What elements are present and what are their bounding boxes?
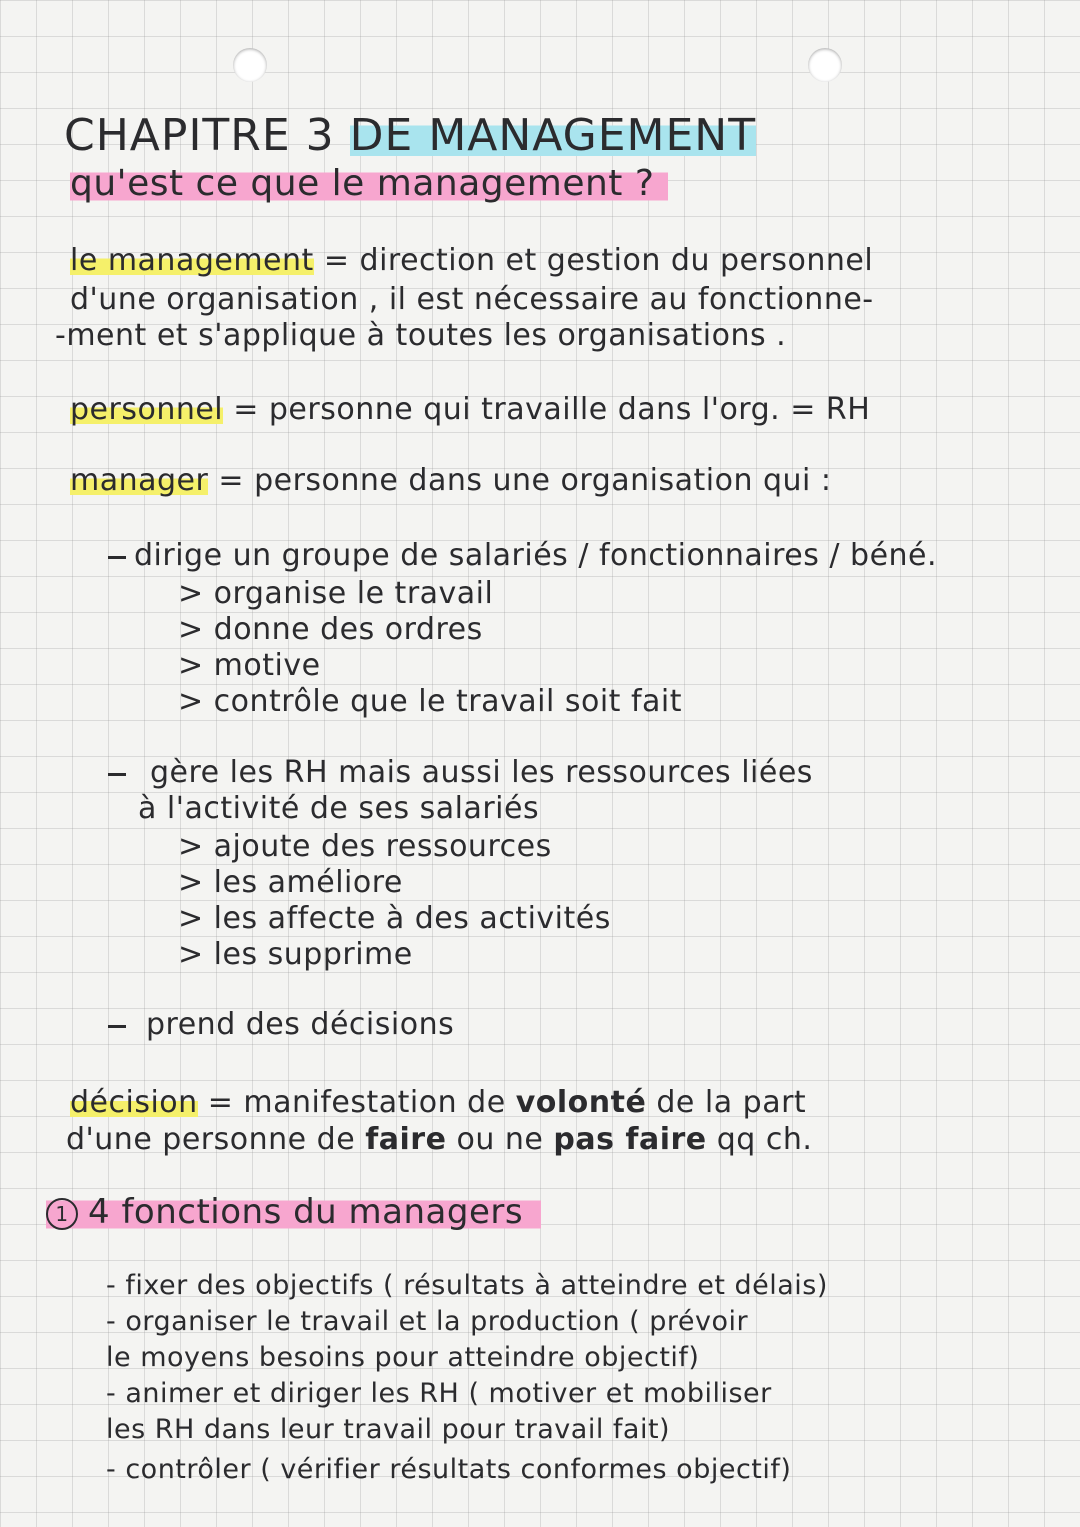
sub-item: > les supprime [178, 937, 413, 972]
function-item-continued: les RH dans leur travail pour travail fait) [106, 1414, 671, 1445]
term-decision: décision [70, 1085, 198, 1120]
definition-management-line3: -ment et s'applique à toutes les organisations . [55, 318, 787, 353]
punch-hole-right [808, 48, 842, 82]
sub-item: > ajoute des ressources [178, 829, 552, 864]
sub-item: > contrôle que le travail soit fait [178, 684, 683, 719]
function-item-continued: le moyens besoins pour atteindre objectif) [106, 1342, 700, 1373]
definition-management-line1: le management = direction et gestion du personnel [70, 243, 874, 278]
chapter-topic: DE MANAGEMENT [349, 110, 757, 161]
section-number: 1 [46, 1198, 78, 1230]
bullet-dash [108, 773, 126, 776]
manager-role-direct: dirige un groupe de salariés / fonctionnaires / béné. [134, 538, 938, 573]
function-item: - fixer des objectifs ( résultats à atteindre et délais) [106, 1270, 828, 1301]
term-personnel: personnel [70, 392, 224, 427]
emphasis-faire: faire [365, 1122, 447, 1157]
function-item: - contrôler ( vérifier résultats conformes objectif) [106, 1454, 792, 1485]
sub-item: > les améliore [178, 865, 403, 900]
section-title: 4 fonctions du managers [88, 1192, 524, 1232]
sub-item: > motive [178, 648, 321, 683]
section-heading [46, 1194, 541, 1230]
emphasis-pas-faire: pas faire [553, 1122, 707, 1157]
term-management: le management [70, 243, 314, 278]
sub-item: > les affecte à des activités [178, 901, 611, 936]
term-manager: manager [70, 463, 209, 498]
manager-role-manage-resources: gère les RH mais aussi les ressources liées [150, 755, 813, 790]
definition-decision-line2: d'une personne de faire ou ne pas faire qq ch. [66, 1122, 813, 1157]
function-item: - organiser le travail et la production ( prévoir [106, 1306, 749, 1337]
chapter-number: CHAPITRE 3 [64, 110, 335, 161]
definition-manager: manager = personne dans une organisation qui : [70, 463, 832, 498]
manager-role-manage-resources-line2: à l'activité de ses salariés [138, 791, 540, 826]
definition-management-line2: d'une organisation , il est nécessaire au fonctionne- [70, 282, 874, 317]
chapter-subtitle: qu'est ce que le management ? [70, 166, 668, 202]
bullet-dash [108, 1025, 126, 1028]
emphasis-volonte: volonté [515, 1085, 647, 1120]
personnel-equals-rh: = RH [790, 392, 871, 427]
function-item: - animer et diriger les RH ( motiver et mobiliser [106, 1378, 772, 1409]
definition-personnel: personnel = personne qui travaille dans l'org. = RH [70, 392, 871, 427]
definition-decision-line1: décision = manifestation de volonté de la part [70, 1085, 807, 1120]
punch-hole-left [233, 48, 267, 82]
sub-item: > donne des ordres [178, 612, 483, 647]
manager-role-decide: prend des décisions [146, 1007, 455, 1042]
sub-item: > organise le travail [178, 576, 494, 611]
chapter-title [64, 110, 757, 161]
bullet-dash [108, 556, 126, 559]
